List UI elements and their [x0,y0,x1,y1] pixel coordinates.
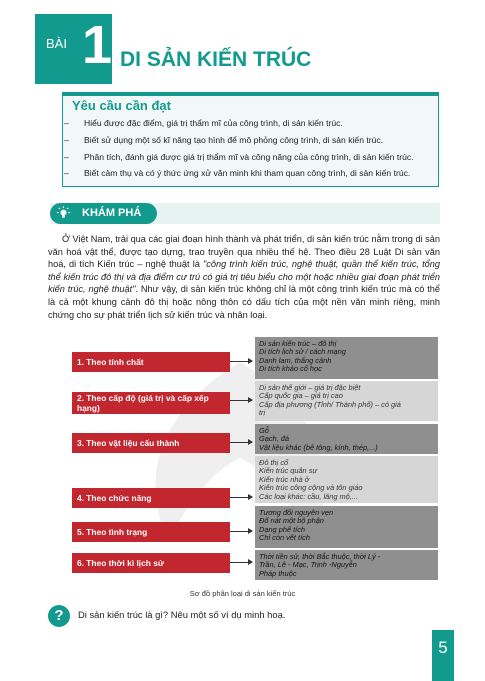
category-items: Đô thị cổ Kiến trúc quân sự Kiến trúc nhà ở Kiến trúc công cộng và tôn giáo Các loại khác: cầu, lăng mộ,... [255,456,438,503]
category-label: 6. Theo thời kì lịch sử [72,553,230,573]
category-items: Tương đối nguyên vẹn Đổ nát một bộ phận Dạng phế tích Chỉ còn vết tích [255,506,438,548]
category-label: 3. Theo vật liệu cấu thành [72,433,230,453]
requirement-item: – Biết cảm thụ và có ý thức ứng xử văn minh khi tham quan công trình, di sản kiến trúc. [64,168,411,178]
lightbulb-icon [56,206,71,221]
lesson-number: 1 [82,15,113,75]
category-items: Gỗ Gạch, đá Vật liệu khác (bê tông, kính, thép,...) [255,424,438,454]
category-items: Di sản kiến trúc – đô thị Di tích lịch sử / cách mạng Danh lam, thắng cảnh Di tích khảo cổ học [255,337,438,379]
requirement-item: – Hiểu được đặc điểm, giá trị thẩm mĩ của công trình, di sản kiến trúc. [64,118,343,128]
category-items: Di sản thế giới – giá trị đặc biệt Cấp quốc gia – giá trị cao Cấp địa phương (Tỉnh/ Thành phố) – có giá trị [255,381,438,421]
arrow [230,562,252,563]
intro-paragraph: Ở Việt Nam, trải qua các giai đoạn hình thành và phát triển, di sản kiến trúc nằm trong di sản văn hoá vật thể, được tạo dựng, trao truyền qua nhiều thế hệ. Theo điều 28 Luật Di sản văn hoá, di tích Kiến trúc – nghệ thuật là "công trình kiến trúc, nghệ thuật, quần thể kiến trúc, tổng thể kiến trúc đô thị và địa điểm cư trú có giá trị tiêu biểu cho một hoặc nhiều giai đoạn phát triển kiến trúc, nghệ thuật". Như vậy, di sản kiến trúc không chỉ là một công trình kiến trúc mà có thể là cả một khung cảnh đô thị hoặc nông thôn có dấu tích của một nền văn minh riêng, minh chứng cho sự phát triển lịch sử kiến trúc và nhân loại. [48,234,441,320]
diagram-caption: Sơ đồ phân loại di sản kiến trúc [189,589,296,598]
arrow [230,531,252,532]
category-label: 4. Theo chức năng [72,488,230,508]
category-items: Thời tiền sử, thời Bắc thuộc, thời Lý - Trần, Lê - Mạc, Trịnh -Nguyễn Pháp thuộc [255,550,438,580]
requirements-title: Yêu cầu cần đạt [72,98,171,113]
arrow [230,497,252,498]
question-text: Di sản kiến trúc là gì? Nêu một số ví dụ minh hoạ. [78,609,286,620]
page-title: DI SẢN KIẾN TRÚC [120,48,312,71]
arrow [230,442,252,443]
requirement-item: – Phân tích, đánh giá được giá trị thẩm mĩ và công năng của công trình, di sản kiến trúc. [64,152,414,162]
question-icon: ? [48,605,70,627]
requirements-box-border [62,92,439,96]
arrow [230,361,252,362]
lesson-word: BÀI [46,36,67,51]
category-label: 1. Theo tính chất [72,352,230,372]
page-number: 5 [432,630,454,681]
category-label: 2. Theo cấp độ (giá trị và cấp xếp hạng) [72,392,230,414]
category-label: 5. Theo tình trạng [72,522,230,542]
section-label: KHÁM PHÁ [82,207,142,219]
arrow [230,400,252,401]
requirement-item: – Biết sử dụng một số kĩ năng tạo hình để mô phỏng công trình, di sản kiến trúc. [64,135,384,145]
